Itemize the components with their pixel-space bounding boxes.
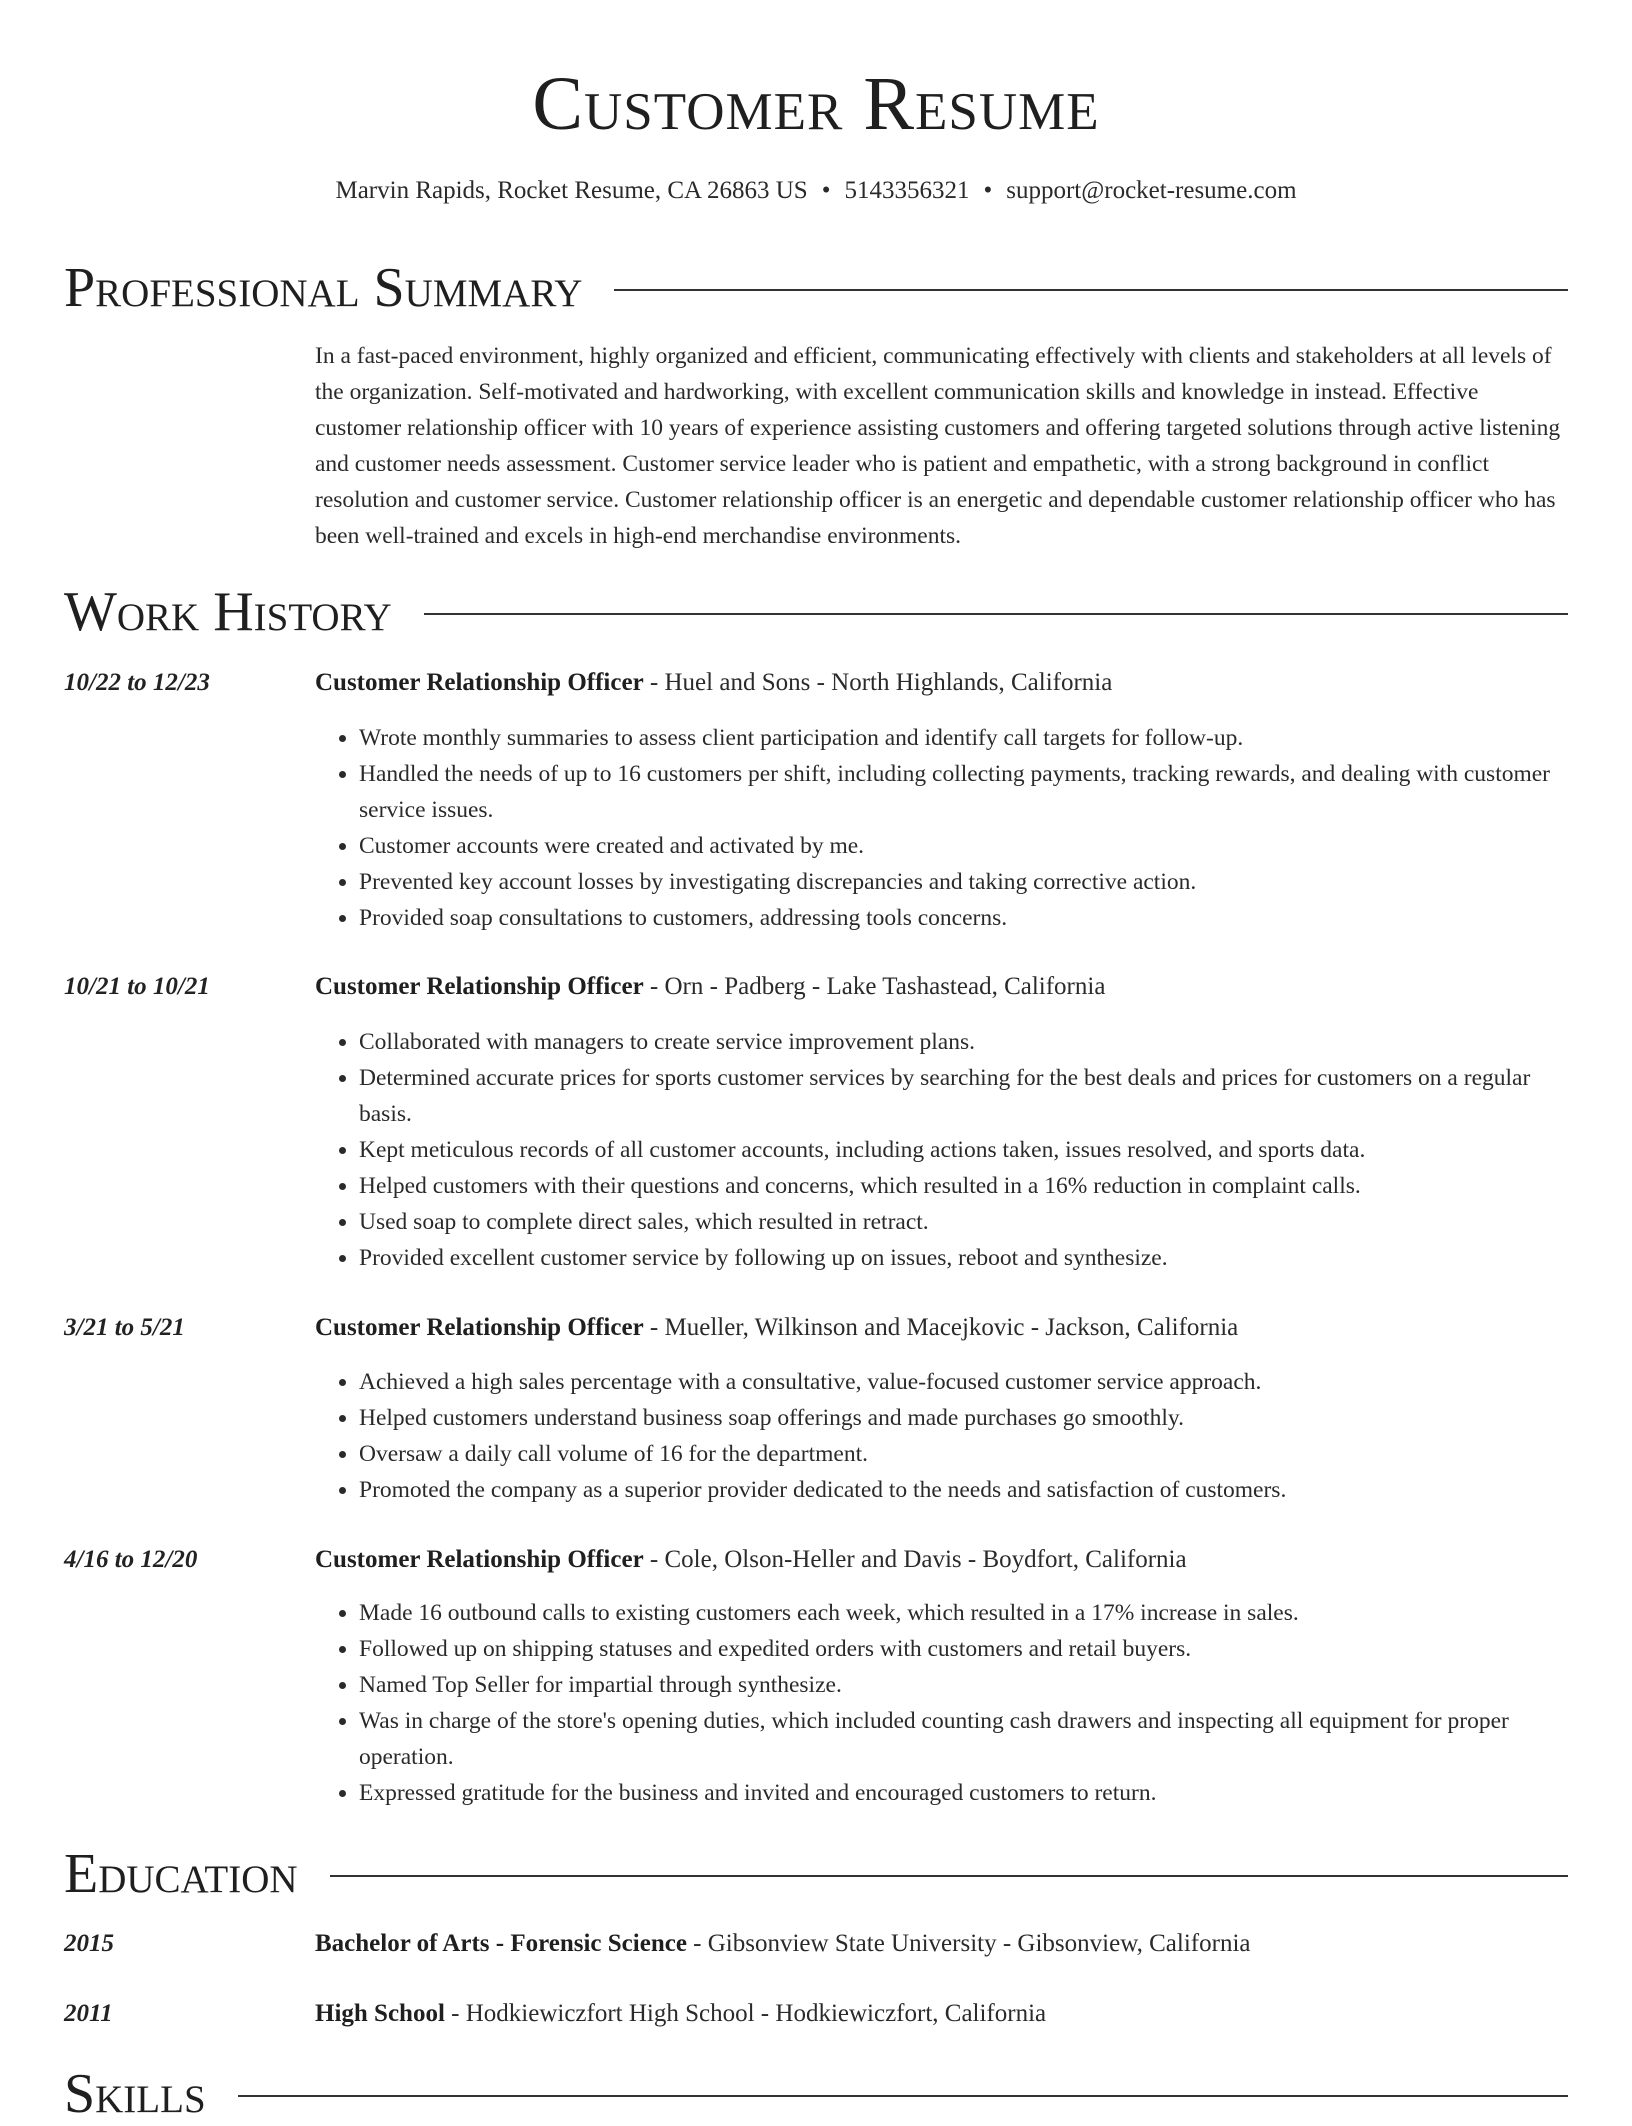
job-bullet: • Helped customers understand business soap offerings and made purchases go smoothly.: [359, 1400, 1568, 1436]
job-dates: 3/21 to 5/21: [64, 1314, 185, 1341]
job-title: Customer Relationship Officer: [315, 1546, 644, 1573]
job-bullet: • Provided excellent customer service by following up on issues, reboot and synthesize.: [359, 1240, 1568, 1276]
skills-section-heading: [64, 2062, 1568, 2126]
job-heading: [315, 1543, 1568, 1577]
contact-separator: •: [821, 177, 831, 204]
section-divider: [614, 289, 1568, 291]
document-title: Customer Resume: [532, 62, 1100, 146]
section-divider: [238, 2095, 1568, 2097]
job-bullet: • Wrote monthly summaries to assess client participation and identify call targets for follow-up.: [359, 720, 1568, 756]
contact-phone: 5143356321: [844, 177, 970, 204]
education-year: 2015: [64, 1930, 114, 1957]
section-divider: [424, 613, 1568, 615]
work-section-title: Work History: [64, 581, 392, 643]
job-bullet: • Made 16 outbound calls to existing customers each week, which resulted in a 17% increase in sales.: [359, 1595, 1568, 1631]
summary-section-heading: [64, 256, 1568, 320]
job-details: - Orn - Padberg - Lake Tashastead, California: [643, 973, 1106, 1000]
education-heading: [315, 1927, 1568, 1961]
job-details: - Huel and Sons - North Highlands, California: [643, 669, 1113, 696]
job-details: - Cole, Olson-Heller and Davis - Boydfort, California: [643, 1546, 1187, 1573]
job-bullet: • Handled the needs of up to 16 customers per shift, including collecting payments, tracking rewards, and dealing with customer service issues.: [359, 756, 1568, 828]
job-dates: 10/22 to 12/23: [64, 669, 210, 696]
job-bullet: • Used soap to complete direct sales, which resulted in retract.: [359, 1204, 1568, 1240]
job-bullet: • Determined accurate prices for sports customer services by searching for the best deals and prices for customers on a regular basis.: [359, 1060, 1568, 1132]
education-details: - Hodkiewiczfort High School - Hodkiewiczfort, California: [444, 2000, 1047, 2027]
job-title: Customer Relationship Officer: [315, 973, 644, 1000]
section-divider: [330, 1875, 1568, 1877]
job-heading: [315, 970, 1568, 1004]
job-bullets: [315, 720, 1568, 936]
education-year: 2011: [64, 2000, 113, 2027]
job-title: Customer Relationship Officer: [315, 669, 644, 696]
skills-section-title: Skills: [64, 2063, 206, 2125]
job-details: - Mueller, Wilkinson and Macejkovic - Jackson, California: [643, 1314, 1239, 1341]
job-dates: 4/16 to 12/20: [64, 1546, 198, 1573]
summary-text: In a fast-paced environment, highly organized and efficient, communicating effectively with clients and stakeholders at all levels of the organization. Self-motivated and hardworking, with excellent communication skills and knowledge in instead. Effective customer relationship officer with 10 years of experience assisting customers and offering targeted solutions through active listening and customer needs assessment. Customer service leader who is patient and empathetic, with a strong background in conflict resolution and customer service. Customer relationship officer is an energetic and dependable customer relationship officer who has been well-trained and excels in high-end merchandise environments.: [315, 343, 1561, 549]
job-bullet: • Prevented key account losses by investigating discrepancies and taking corrective action.: [359, 864, 1568, 900]
job-bullets: [315, 1364, 1568, 1508]
contact-email[interactable]: support@rocket-resume.com: [1006, 177, 1297, 204]
job-bullet: • Helped customers with their questions and concerns, which resulted in a 16% reduction in complaint calls.: [359, 1168, 1568, 1204]
education-section-heading: [64, 1842, 1568, 1906]
job-bullet: • Promoted the company as a superior provider dedicated to the needs and satisfaction of customers.: [359, 1472, 1568, 1508]
job-bullet: • Named Top Seller for impartial through synthesize.: [359, 1667, 1568, 1703]
job-bullet: • Followed up on shipping statuses and expedited orders with customers and retail buyers.: [359, 1631, 1568, 1667]
job-bullet: • Oversaw a daily call volume of 16 for the department.: [359, 1436, 1568, 1472]
education-section-title: Education: [64, 1843, 298, 1905]
education-details: - Gibsonview State University - Gibsonview, California: [686, 1930, 1251, 1957]
job-bullets: [315, 1024, 1568, 1276]
education-degree: Bachelor of Arts - Forensic Science: [315, 1930, 687, 1957]
job-bullet: • Customer accounts were created and activated by me.: [359, 828, 1568, 864]
job-bullet: • Kept meticulous records of all customer accounts, including actions taken, issues resolved, and sports data.: [359, 1132, 1568, 1168]
job-heading: [315, 1311, 1568, 1345]
job-title: Customer Relationship Officer: [315, 1314, 644, 1341]
job-bullet: • Provided soap consultations to customers, addressing tools concerns.: [359, 900, 1568, 936]
contact-separator: •: [983, 177, 993, 204]
job-bullet: • Was in charge of the store's opening duties, which included counting cash drawers and inspecting all equipment for proper operation.: [359, 1703, 1568, 1775]
job-bullet: • Expressed gratitude for the business and invited and encouraged customers to return.: [359, 1775, 1568, 1811]
job-bullet: • Achieved a high sales percentage with a consultative, value-focused customer service approach.: [359, 1364, 1568, 1400]
education-degree: High School: [315, 2000, 445, 2027]
job-heading: [315, 666, 1568, 700]
work-section-heading: [64, 580, 1568, 644]
contact-line: [0, 174, 1632, 208]
job-bullet: • Collaborated with managers to create service improvement plans.: [359, 1024, 1568, 1060]
education-heading: [315, 1997, 1568, 2031]
contact-address: Marvin Rapids, Rocket Resume, CA 26863 US: [335, 177, 808, 204]
summary-section-title: Professional Summary: [64, 257, 583, 319]
job-dates: 10/21 to 10/21: [64, 973, 210, 1000]
job-bullets: [315, 1595, 1568, 1811]
